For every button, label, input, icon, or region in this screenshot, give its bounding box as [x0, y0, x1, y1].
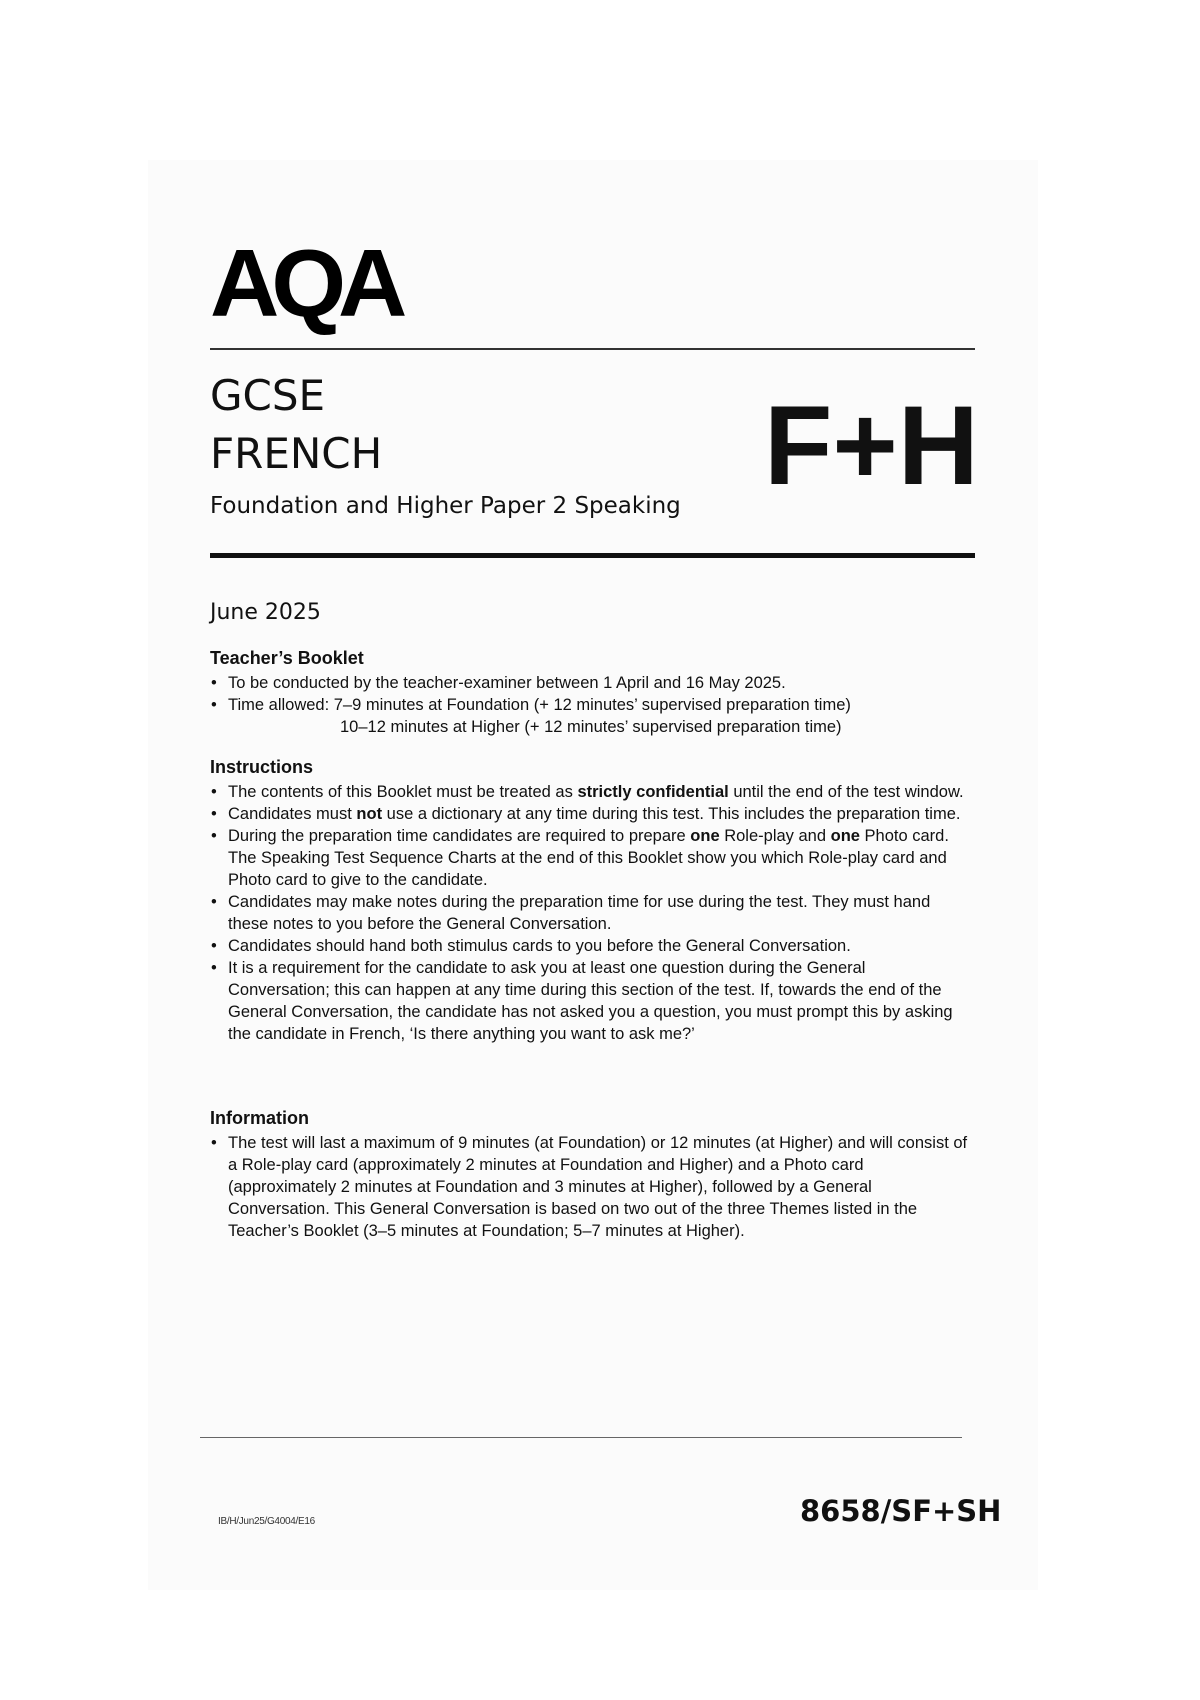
list-item: • Candidates should hand both stimulus cards to you before the General Conversation.	[210, 935, 970, 957]
list-item: • The contents of this Booklet must be treated as strictly confidential until the end of the test window.	[210, 781, 970, 803]
list-item: • To be conducted by the teacher-examiner between 1 April and 16 May 2025.	[210, 672, 970, 694]
exam-date: June 2025	[210, 600, 321, 625]
time-allowed-higher: 10–12 minutes at Higher (+ 12 minutes’ supervised preparation time)	[340, 718, 842, 736]
tier-code: F+H	[764, 383, 979, 508]
list-item: • Time allowed: 7–9 minutes at Foundation (+ 12 minutes’ supervised preparation time) 10–12 minutes at Higher (+ 12 minutes’ supervised preparation time)	[210, 694, 970, 738]
list-item: • During the preparation time candidates are required to prepare one Role-play and one Photo card. The Speaking Test Sequence Charts at the end of this Booklet show you which Role-play card and Photo card to give to the candidate.	[210, 825, 970, 891]
title-divider	[210, 553, 975, 558]
instructions-list	[210, 781, 970, 1045]
list-item: • The test will last a maximum of 9 minutes (at Foundation) or 12 minutes (at Higher) and will consist of a Role-play card (approximately 2 minutes at Foundation and Higher) and a Photo card (approximately 2 minutes at Foundation and 3 minutes at Higher), followed by a General Conversation. This General Conversation is based on two out of the three Themes listed in the Teacher’s Booklet (3–5 minutes at Foundation; 5–7 minutes at Higher).	[210, 1132, 970, 1242]
footer-divider	[200, 1437, 962, 1438]
list-item: • Candidates may make notes during the preparation time for use during the test. They must hand these notes to you before the General Conversation.	[210, 891, 970, 935]
list-item: • It is a requirement for the candidate to ask you at least one question during the General Conversation; this can happen at any time during this section of the test. If, towards the end of the General Conversation, the candidate has not asked you a question, you must prompt this by asking the candidate in French, ‘Is there anything you want to ask me?’	[210, 957, 970, 1045]
paper-code: 8658/SF+SH	[800, 1494, 1002, 1528]
aqa-logo: AQA	[210, 230, 400, 337]
qualification-title: GCSE	[210, 371, 326, 420]
header-divider	[210, 348, 975, 350]
booklet-list	[210, 672, 970, 738]
information-list	[210, 1132, 970, 1242]
instructions-heading: Instructions	[210, 757, 314, 777]
information-heading: Information	[210, 1108, 309, 1128]
subject-title: FRENCH	[210, 429, 383, 478]
list-item: • Candidates must not use a dictionary at any time during this test. This includes the preparation time.	[210, 803, 970, 825]
booklet-heading: Teacher’s Booklet	[210, 648, 364, 668]
paper-description: Foundation and Higher Paper 2 Speaking	[210, 493, 681, 519]
document-reference: IB/H/Jun25/G4004/E16	[218, 1516, 315, 1527]
